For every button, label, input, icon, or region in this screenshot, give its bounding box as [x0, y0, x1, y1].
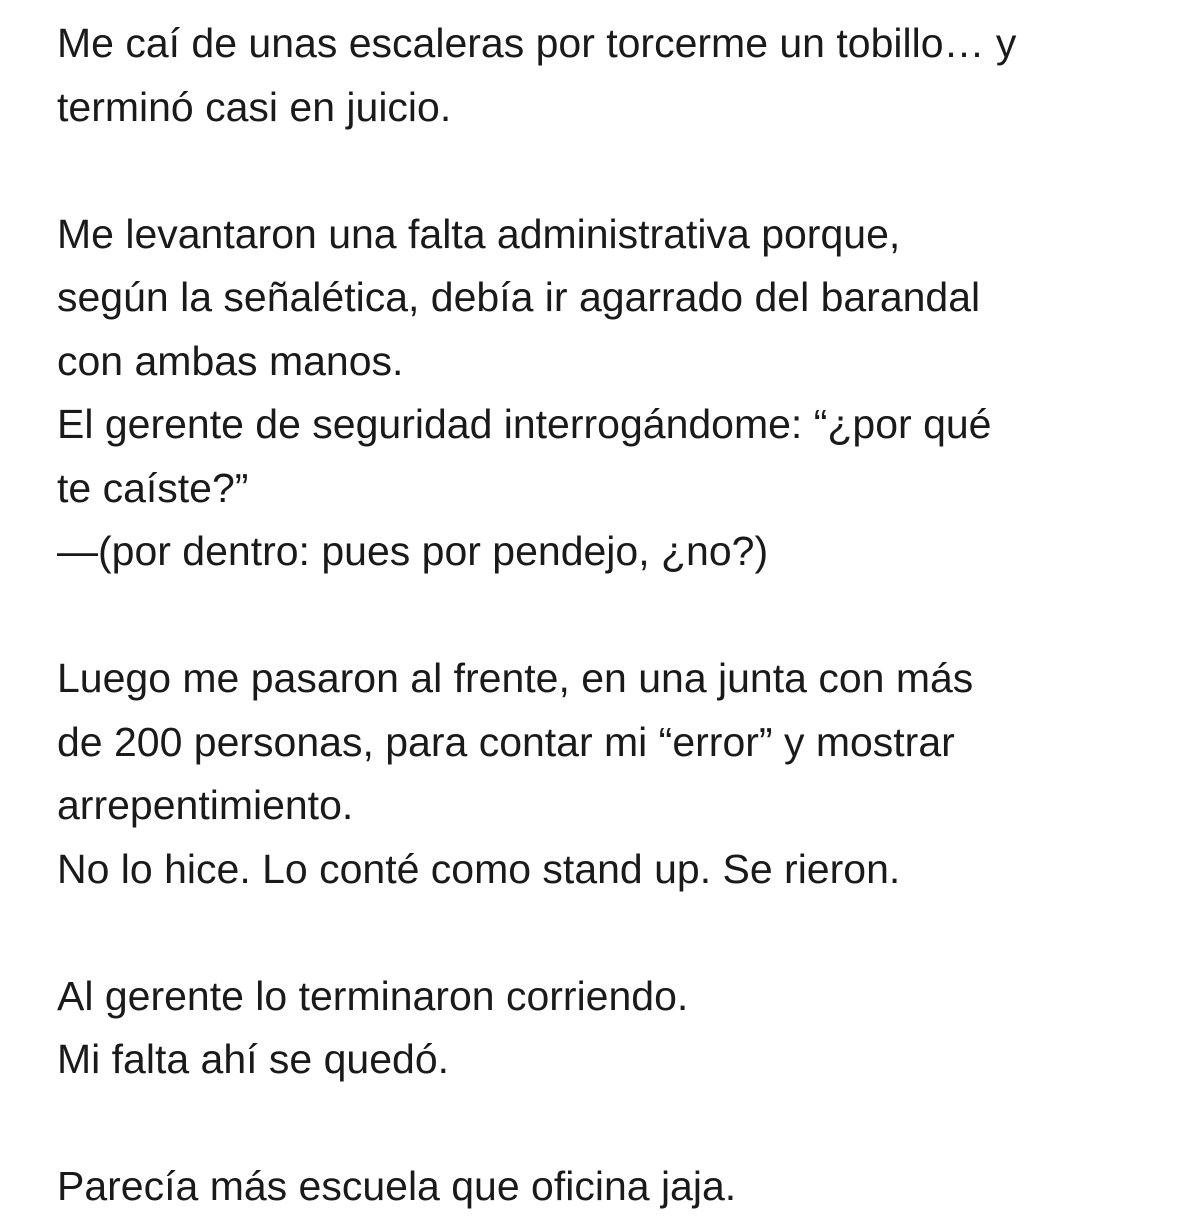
note-text-body	[57, 12, 1167, 1219]
paragraph-2	[57, 203, 1167, 584]
text-line: No lo hice. Lo conté como stand up. Se rieron.	[57, 845, 901, 892]
text-line: te caíste?”	[57, 464, 249, 511]
paragraph-3	[57, 647, 1167, 901]
text-line: El gerente de seguridad interrogándome: “¿por qué	[57, 401, 992, 447]
text-line: según la señalética, debía ir agarrado del barandal	[57, 274, 981, 320]
text-line: Mi falta ahí se quedó.	[57, 1036, 450, 1082]
text-line: terminó casi en juicio.	[57, 83, 452, 130]
text-line: arrepentimiento.	[57, 782, 354, 828]
text-line: Al gerente lo terminaron corriendo.	[57, 972, 689, 1019]
text-line: —(por dentro: pues por pendejo, ¿no?)	[57, 528, 769, 574]
paragraph-spacer	[57, 1092, 1167, 1156]
text-line: Parecía más escuela que oficina jaja.	[57, 1163, 737, 1209]
text-line: con ambas manos.	[57, 337, 404, 384]
paragraph-4	[57, 965, 1167, 1092]
text-line: Me caí de unas escaleras por torcerme un tobillo… y	[57, 20, 1017, 66]
paragraph-spacer	[57, 584, 1167, 648]
paragraph-spacer	[57, 139, 1167, 203]
paragraph-1	[57, 12, 1167, 139]
paragraph-5	[57, 1155, 1167, 1219]
text-line: Luego me pasaron al frente, en una junta con más	[57, 655, 974, 701]
paragraph-spacer	[57, 901, 1167, 965]
text-line: Me levantaron una falta administrativa porque,	[57, 210, 901, 257]
text-line: de 200 personas, para contar mi “error” y mostrar	[57, 718, 955, 765]
